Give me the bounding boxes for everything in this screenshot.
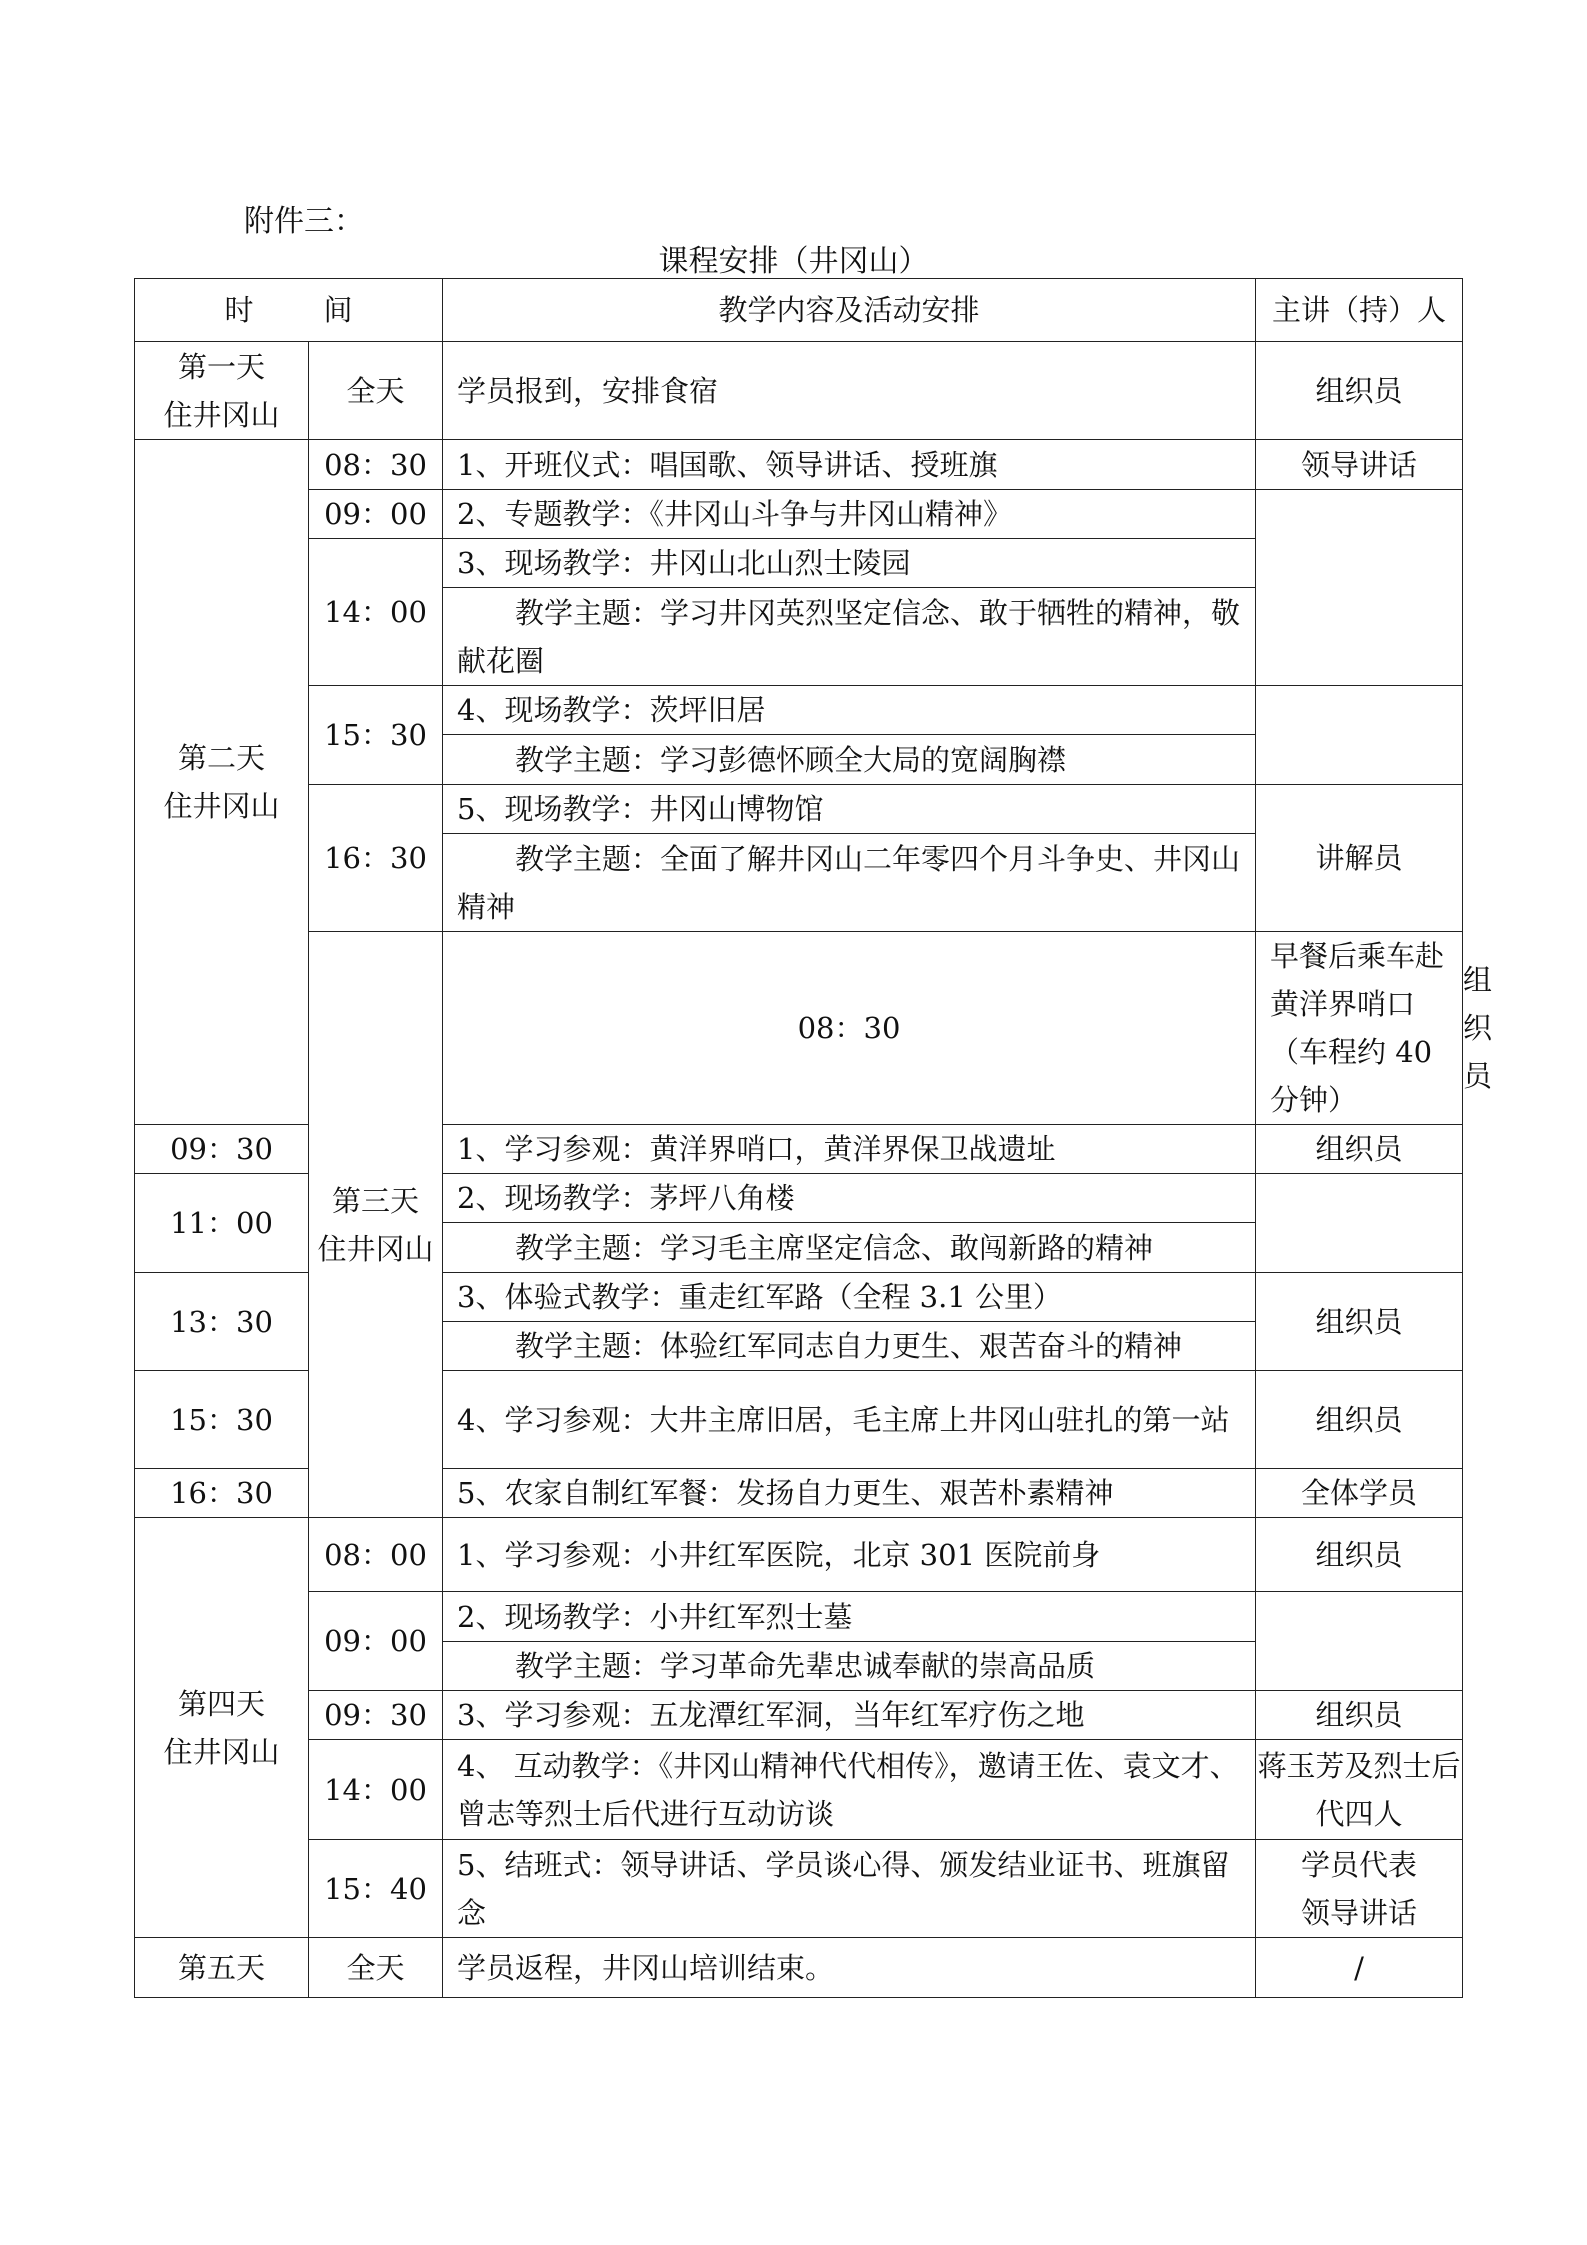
header-time-right: 间 <box>323 293 353 327</box>
day-cell <box>309 932 443 1518</box>
theme-cell: 教学主题：全面了解井冈山二年零四个月斗争史、井冈山精神 <box>443 834 1256 932</box>
time-cell: 08：30 <box>309 440 443 490</box>
day-place: 住井冈山 <box>163 397 280 432</box>
day-cell <box>135 440 309 1125</box>
time-cell: 08：30 <box>443 932 1256 1125</box>
time-cell: 16：30 <box>135 1469 309 1518</box>
time-cell: 14：00 <box>309 539 443 686</box>
header-time-left: 时 <box>224 293 254 327</box>
content-cell: 3、学习参观：五龙潭红军洞，当年红军疗伤之地 <box>443 1691 1256 1740</box>
person-cell: 领导讲话 <box>1256 440 1463 490</box>
schedule-table <box>134 278 1493 1998</box>
content-cell: 2、专题教学：《井冈山斗争与井冈山精神》 <box>443 490 1256 539</box>
person-line: 学员代表 <box>1300 1847 1417 1882</box>
content-cell: 3、体验式教学：重走红军路（全程 3.1 公里） <box>443 1273 1256 1322</box>
person-cell <box>1256 490 1463 686</box>
header-person: 主讲（持）人 <box>1256 279 1463 342</box>
content-cell: 4、学习参观：大井主席旧居，毛主席上井冈山驻扎的第一站 <box>443 1371 1256 1469</box>
content-cell: 2、现场教学：茅坪八角楼 <box>443 1174 1256 1223</box>
table-row <box>135 1840 1463 1938</box>
content-cell: 1、开班仪式：唱国歌、领导讲话、授班旗 <box>443 440 1256 490</box>
time-cell: 09：00 <box>309 490 443 539</box>
person-cell: 组织员 <box>1256 1273 1463 1371</box>
person-cell: 组织员 <box>1256 1691 1463 1740</box>
theme-cell: 教学主题：学习毛主席坚定信念、敢闯新路的精神 <box>443 1223 1256 1273</box>
time-cell: 09：00 <box>309 1592 443 1691</box>
table-row: 第三天 住井冈山 08：30 早餐后乘车赴黄洋界哨口（车程约 40 分钟） 组织员 <box>135 932 1463 1125</box>
day-label: 第四天 <box>177 1686 265 1721</box>
content-cell: 3、现场教学：井冈山北山烈士陵园 <box>443 539 1256 588</box>
table-row <box>135 686 1463 735</box>
document-title: 课程安排（井冈山） <box>658 244 929 279</box>
content-cell: 5、农家自制红军餐：发扬自力更生、艰苦朴素精神 <box>443 1469 1256 1518</box>
theme-cell: 教学主题：学习井冈英烈坚定信念、敢于牺牲的精神，敬献花圈 <box>443 588 1256 686</box>
table-row <box>135 1518 1463 1592</box>
time-cell: 全天 <box>309 342 443 440</box>
content-cell: 5、现场教学：井冈山博物馆 <box>443 785 1256 834</box>
theme-cell: 教学主题：体验红军同志自力更生、艰苦奋斗的精神 <box>443 1322 1256 1371</box>
person-cell: 组织员 <box>1256 1518 1463 1592</box>
day-place: 住井冈山 <box>317 1231 434 1266</box>
content-cell: 4、现场教学：茨坪旧居 <box>443 686 1256 735</box>
table-row <box>135 490 1463 539</box>
day-place: 住井冈山 <box>163 789 280 823</box>
table-row <box>135 1592 1463 1642</box>
person-cell: 组织员 <box>1256 1125 1463 1174</box>
person-cell <box>1256 686 1463 785</box>
day-cell: 第五天 <box>135 1938 309 1998</box>
time-cell: 15：40 <box>309 1840 443 1938</box>
table-row <box>135 785 1463 834</box>
theme-cell: 教学主题：学习革命先辈忠诚奉献的崇高品质 <box>443 1642 1256 1691</box>
person-cell: 组织员 <box>1256 342 1463 440</box>
person-cell: 蒋玉芳及烈士后代四人 <box>1256 1740 1463 1840</box>
time-cell: 15：30 <box>135 1371 309 1469</box>
day-cell <box>135 342 309 440</box>
person-cell <box>1256 1592 1463 1691</box>
table-row <box>135 342 1463 440</box>
time-cell: 13：30 <box>135 1273 309 1371</box>
person-cell <box>1256 1840 1463 1938</box>
content-cell: 学员报到，安排食宿 <box>443 342 1256 440</box>
person-cell: 讲解员 <box>1256 785 1463 932</box>
time-cell: 15：30 <box>309 686 443 785</box>
table-row <box>135 1938 1463 1998</box>
content-cell: 早餐后乘车赴黄洋界哨口（车程约 40 分钟） <box>1256 932 1463 1125</box>
time-cell: 09：30 <box>309 1691 443 1740</box>
person-cell <box>1256 1174 1463 1273</box>
content-cell: 4、 互动教学：《井冈山精神代代相传》，邀请王佐、袁文才、曾志等烈士后代进行互动访谈 <box>443 1740 1256 1840</box>
day-label: 第二天 <box>177 741 265 775</box>
time-cell: 11：00 <box>135 1174 309 1273</box>
content-cell: 1、学习参观：黄洋界哨口，黄洋界保卫战遗址 <box>443 1125 1256 1174</box>
day-label: 第一天 <box>177 349 265 384</box>
attachment-label: 附件三： <box>244 204 364 239</box>
day-label: 第三天 <box>331 1183 419 1218</box>
time-cell: 14：00 <box>309 1740 443 1840</box>
day-cell <box>135 1518 309 1938</box>
person-cell: 组织员 <box>1256 1371 1463 1469</box>
person-cell: / <box>1256 1938 1463 1998</box>
theme-cell: 教学主题：学习彭德怀顾全大局的宽阔胸襟 <box>443 735 1256 785</box>
day-place: 住井冈山 <box>163 1734 280 1769</box>
header-time <box>135 279 443 342</box>
table-row <box>135 1740 1463 1840</box>
time-cell: 16：30 <box>309 785 443 932</box>
header-content: 教学内容及活动安排 <box>443 279 1256 342</box>
header-row <box>135 279 1463 342</box>
table-row <box>135 1691 1463 1740</box>
content-cell: 5、结班式：领导讲话、学员谈心得、颁发结业证书、班旗留念 <box>443 1840 1256 1938</box>
content-cell: 1、学习参观：小井红军医院，北京 301 医院前身 <box>443 1518 1256 1592</box>
time-cell: 全天 <box>309 1938 443 1998</box>
person-line: 领导讲话 <box>1300 1895 1417 1930</box>
content-cell: 2、现场教学：小井红军烈士墓 <box>443 1592 1256 1642</box>
time-cell: 09：30 <box>135 1125 309 1174</box>
time-cell: 08：00 <box>309 1518 443 1592</box>
table-row <box>135 440 1463 490</box>
content-cell: 学员返程，井冈山培训结束。 <box>443 1938 1256 1998</box>
person-cell: 全体学员 <box>1256 1469 1463 1518</box>
